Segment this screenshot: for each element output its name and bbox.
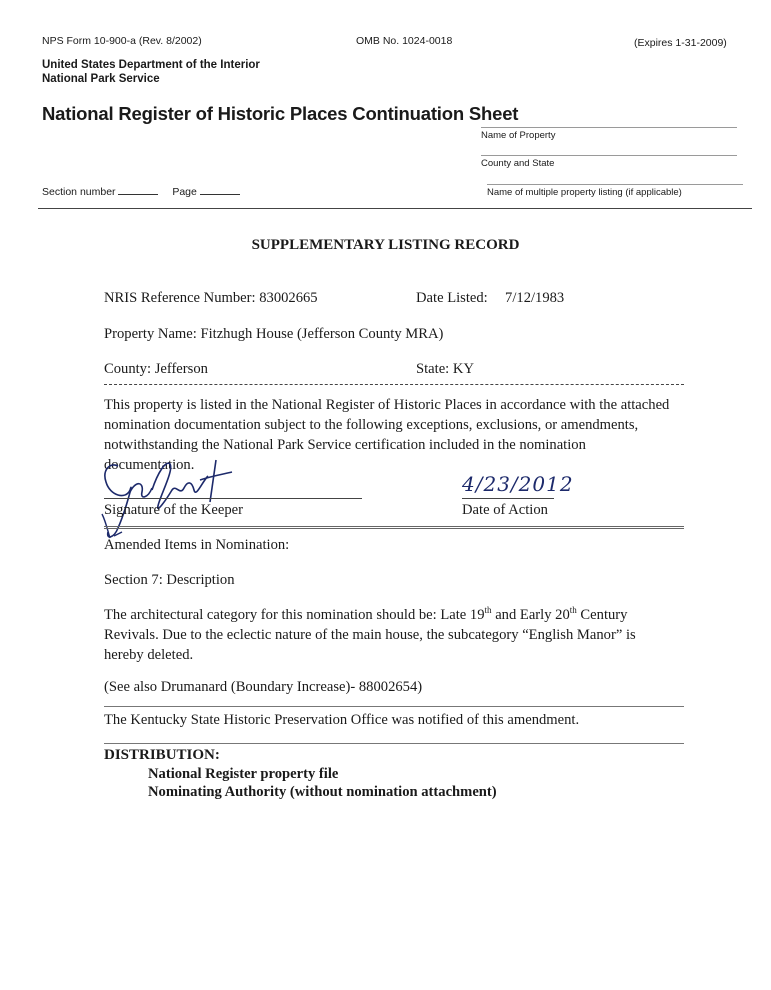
name-of-property-line xyxy=(481,127,737,128)
property-name xyxy=(104,326,443,343)
notification-bottom-line xyxy=(104,743,684,744)
page-title: National Register of Historic Places Continuation Sheet xyxy=(42,103,519,124)
omb-number: OMB No. 1024-0018 xyxy=(356,35,453,47)
state-value: KY xyxy=(452,361,474,377)
signature-line xyxy=(104,498,362,499)
county-state-line xyxy=(481,155,737,156)
action-date: 4/23/2012 xyxy=(462,472,574,496)
signature-label: Signature of the Keeper xyxy=(104,502,243,518)
page-label: Page xyxy=(172,186,197,198)
form-number-text: NPS Form 10-900-a xyxy=(42,35,136,47)
service-name: National Park Service xyxy=(42,73,160,85)
county-value: Jefferson xyxy=(154,361,208,377)
property-name-value: Fitzhugh House (Jefferson County MRA) xyxy=(200,326,444,342)
county xyxy=(104,361,208,378)
section-number-field xyxy=(118,184,158,195)
form-revision: (Rev. 8/2002) xyxy=(138,35,202,47)
amended-items-heading: Amended Items in Nomination: xyxy=(104,537,290,553)
property-name-label: Property Name: xyxy=(104,326,197,342)
header-divider xyxy=(38,208,752,209)
page-field xyxy=(200,184,240,195)
distribution-item: Nominating Authority (without nomination attachment) xyxy=(148,784,497,800)
statement-line: nomination documentation subject to the following exceptions, exclusions, or amendments, xyxy=(104,417,639,433)
expiration-date: (Expires 1-31-2009) xyxy=(634,37,727,49)
nris-label: NRIS Reference Number: xyxy=(104,290,256,306)
department-name: United States Department of the Interior xyxy=(42,59,260,71)
section-number-label: Section number xyxy=(42,186,116,198)
date-listed xyxy=(416,290,564,307)
amendment-text xyxy=(104,605,636,665)
county-label: County: xyxy=(104,361,152,377)
amended-section: Section 7: Description xyxy=(104,572,235,588)
amendment-line: The architectural category for this nomination should be: Late 19th and Early 20th Century xyxy=(104,605,628,623)
date-listed-label: Date Listed: xyxy=(416,290,488,306)
statement-line: notwithstanding the National Park Service certification included in the nomination xyxy=(104,437,586,453)
dashed-separator xyxy=(104,384,684,385)
record-divider xyxy=(104,526,684,529)
state xyxy=(416,361,474,378)
section-page-fields xyxy=(42,184,240,198)
date-listed-value: 7/12/1983 xyxy=(505,290,565,306)
state-label: State: xyxy=(416,361,450,377)
notification-text: The Kentucky State Historic Preservation Office was notified of this amendment. xyxy=(104,712,580,728)
amendment-line: hereby deleted. xyxy=(104,647,194,663)
form-number xyxy=(42,35,202,47)
multiple-listing-line xyxy=(487,184,743,185)
nris-value: 83002665 xyxy=(259,290,318,306)
amendment-line: Revivals. Due to the eclectic nature of the main house, the subcategory “English Manor” is xyxy=(104,627,636,643)
name-of-property-label: Name of Property xyxy=(481,130,556,141)
statement-line: documentation. xyxy=(104,457,195,473)
county-state-label: County and State xyxy=(481,158,555,169)
notification-top-line xyxy=(104,706,684,707)
record-heading: SUPPLEMENTARY LISTING RECORD xyxy=(251,237,520,253)
see-also-note: (See also Drumanard (Boundary Increase)- 88002654) xyxy=(104,679,423,695)
date-of-action-label: Date of Action xyxy=(462,502,548,518)
action-date-line xyxy=(462,498,554,499)
distribution-item: National Register property file xyxy=(148,766,339,782)
nris-reference xyxy=(104,290,318,307)
multiple-listing-label: Name of multiple property listing (if applicable) xyxy=(487,187,682,198)
statement-line: This property is listed in the National Register of Historic Places in accordance with the attached xyxy=(104,397,670,413)
distribution-heading: DISTRIBUTION: xyxy=(104,747,220,763)
